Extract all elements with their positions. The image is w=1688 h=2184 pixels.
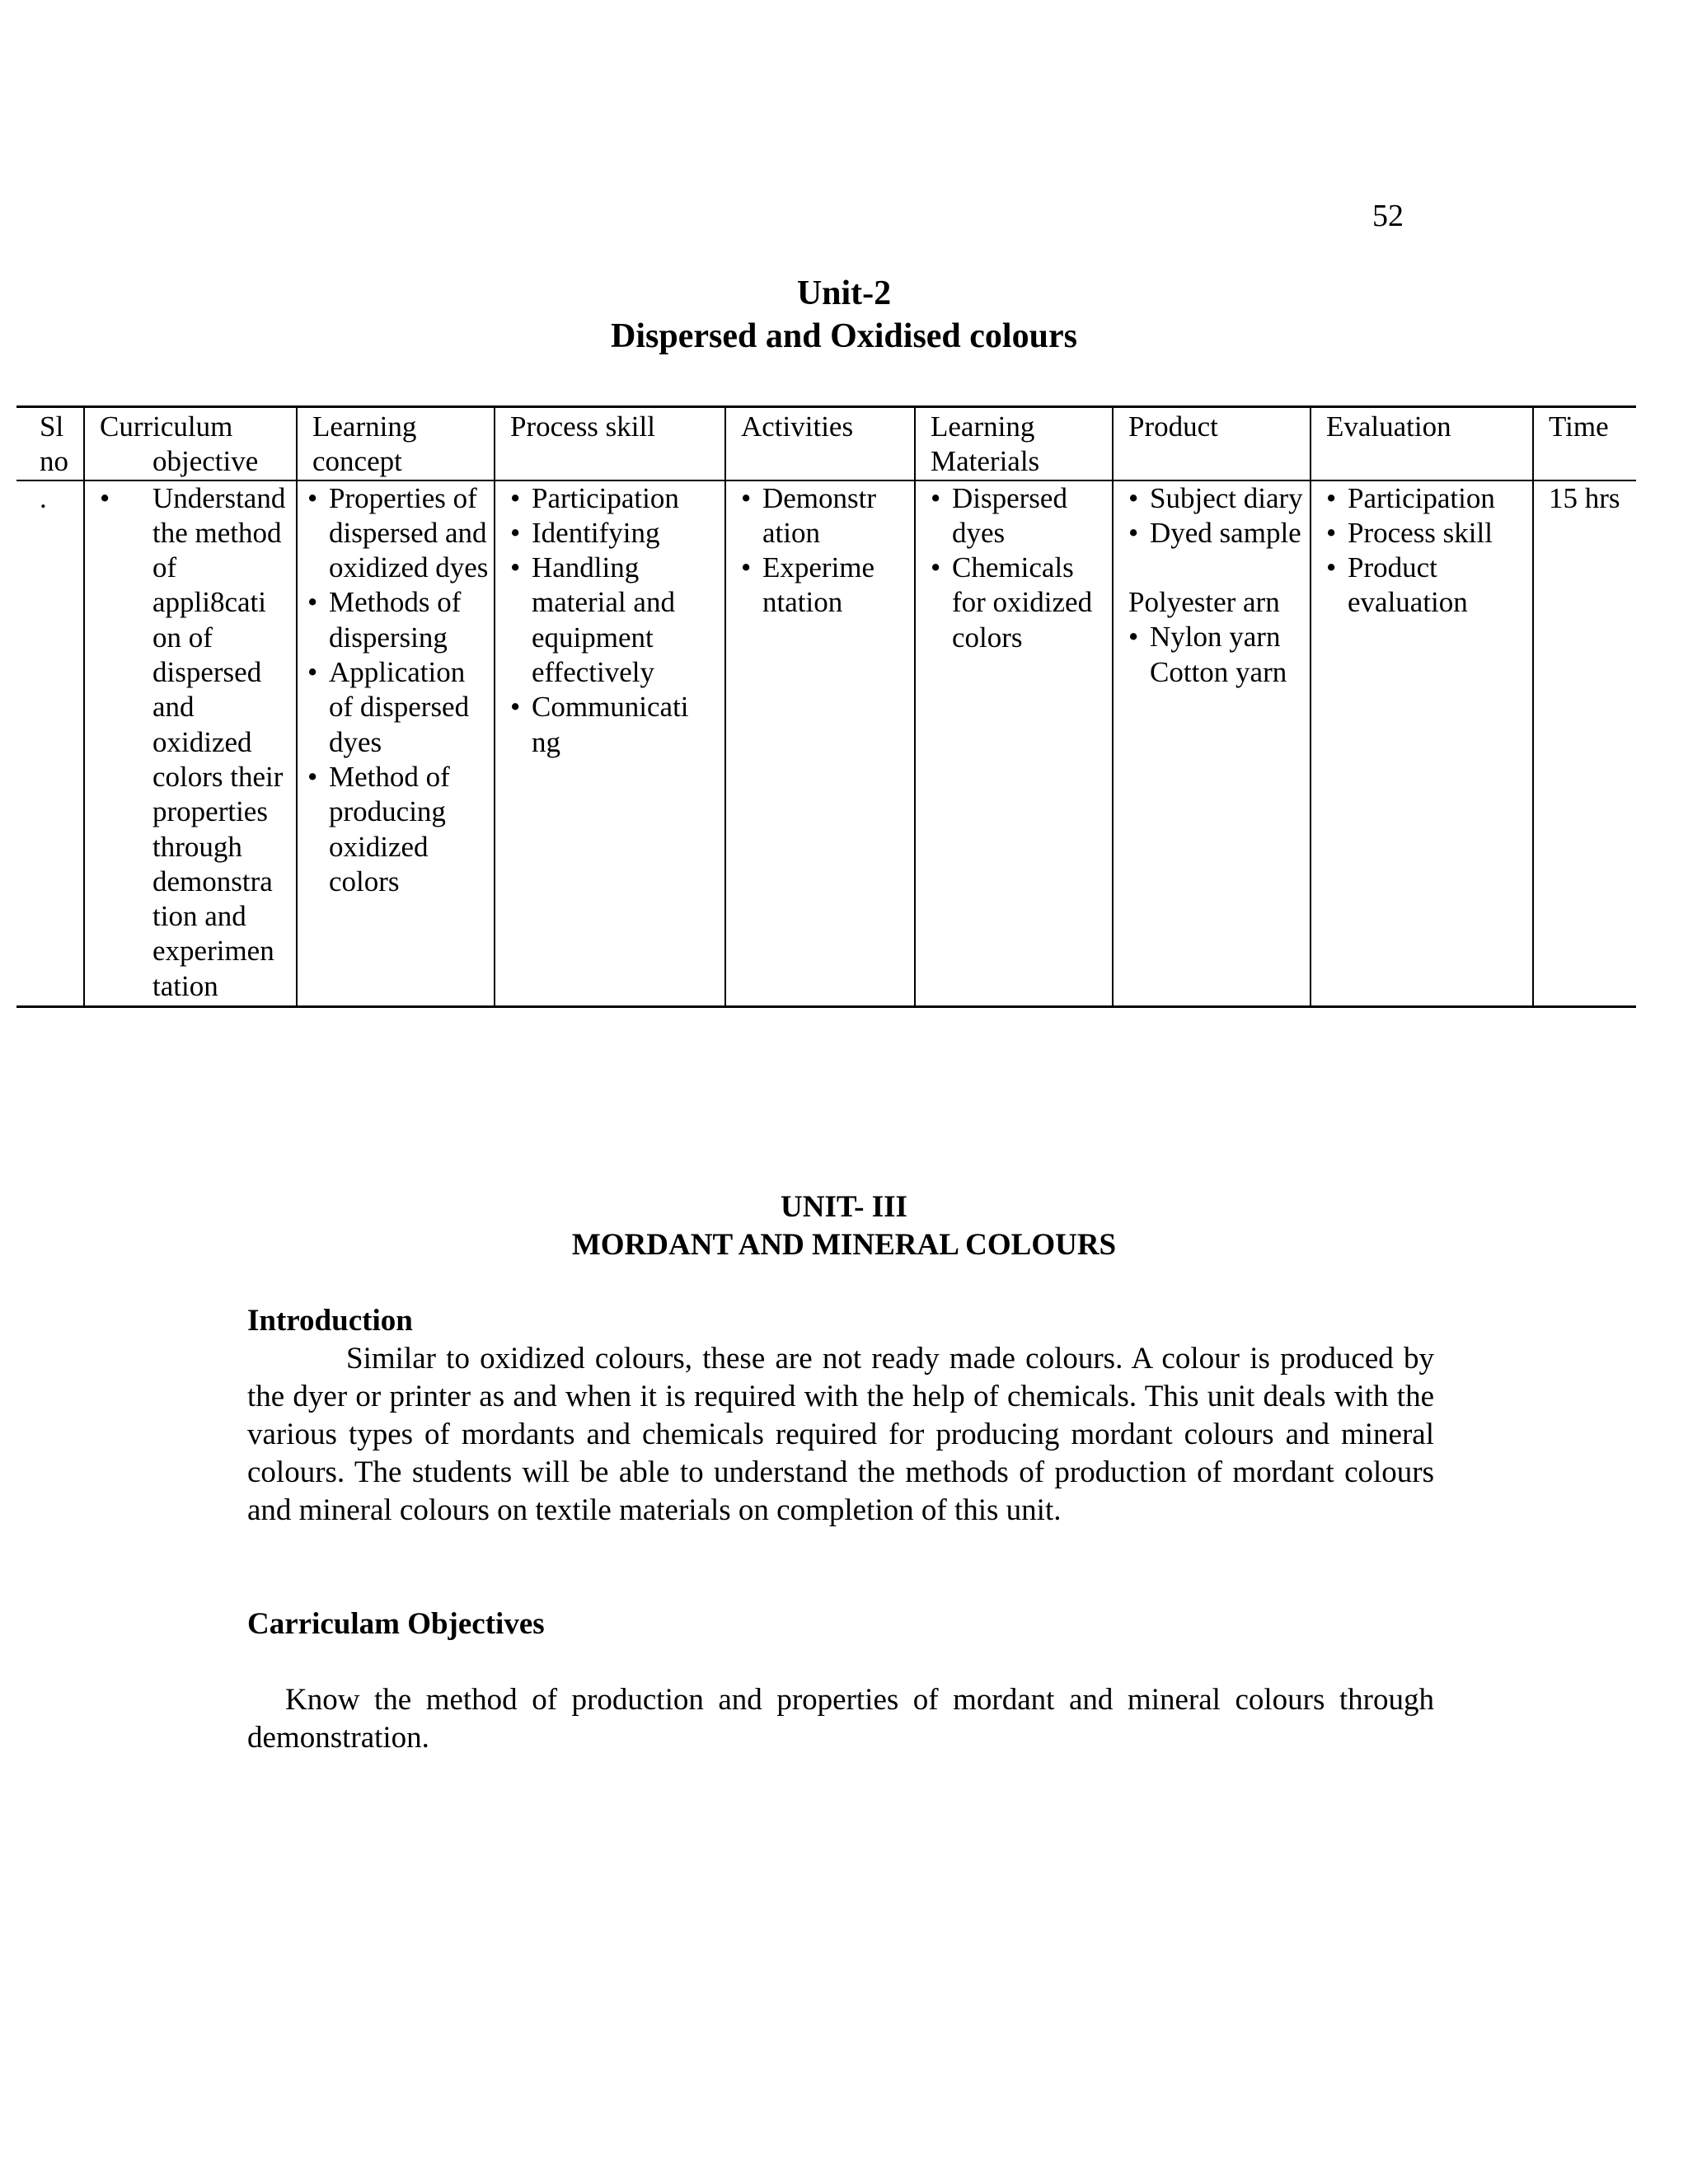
unit-subtitle: Dispersed and Oxidised colours	[611, 317, 1077, 355]
header-process-skill: Process skill	[495, 407, 725, 480]
list-item: • Experime ntation	[741, 551, 914, 621]
cell-slno: .	[16, 480, 84, 1007]
table-row	[16, 480, 1636, 1007]
cell-process-skills	[495, 480, 725, 1007]
cell-time: 15 hrs	[1533, 480, 1636, 1007]
objectives-paragraph: Know the method of production and properties of mordant and mineral colours through demonstration.	[247, 1683, 1434, 1755]
unit3-title: UNIT- III	[781, 1190, 907, 1224]
cell-materials	[915, 480, 1113, 1007]
product-plain-text: Polyester arn	[1128, 586, 1280, 619]
list-item: • Dispersed dyes	[931, 481, 1112, 551]
introduction-heading: Introduction	[247, 1304, 413, 1338]
introduction-paragraph: Similar to oxidized colours, these are not ready made colours. A colour is produced by the dyer or printer as and when it is required with the help of chemicals. This unit deals with the various types of mordants and chemicals required for producing mordant colours and mineral colours. The students will be able to understand the methods of production of mordant colours and mineral colours on textile materials on completion of this unit.	[247, 1342, 1434, 1527]
list-item: • Participation	[510, 481, 724, 516]
cell-activities	[725, 480, 915, 1007]
list-item: • Methods of dispersing	[307, 585, 494, 655]
list-item: • Chemicals for oxidized colors	[931, 551, 1112, 655]
list-item: • Understand the method of appli8cati on of dispersed and oxidized colors their properties through demonstra tion and experimen tation	[100, 481, 296, 1004]
header-time: Time	[1533, 407, 1636, 480]
list-item: • Handling material and equipment effectively	[510, 551, 724, 690]
syllabus-table	[16, 405, 1636, 1008]
list-item: • Process skill	[1326, 516, 1532, 551]
list-item: • Demonstr ation	[741, 481, 914, 551]
list-item: • Application of dispersed dyes	[307, 655, 494, 760]
list-item: • Participation	[1326, 481, 1532, 516]
cell-evaluation	[1311, 480, 1533, 1007]
objectives-heading: Carriculam Objectives	[247, 1607, 545, 1641]
table-header-row	[16, 407, 1636, 480]
cell-objective	[84, 480, 297, 1007]
header-evaluation: Evaluation	[1311, 407, 1533, 480]
header-product: Product	[1113, 407, 1311, 480]
header-learning-concept: Learning concept	[297, 407, 495, 480]
unit3-subtitle: MORDANT AND MINERAL COLOURS	[571, 1228, 1117, 1262]
header-curriculum-objective: Curriculum objective	[84, 407, 297, 480]
cell-products	[1113, 480, 1311, 1007]
header-learning-materials: Learning Materials	[915, 407, 1113, 480]
list-item: • Properties of dispersed and oxidized dyes	[307, 481, 494, 586]
list-item: • Method of producing oxidized colors	[307, 760, 494, 899]
list-item: • Dyed sample	[1128, 516, 1310, 551]
unit-title: Unit-2	[796, 274, 892, 312]
page-number: 52	[1372, 199, 1404, 233]
list-item: • Communicati ng	[510, 690, 724, 760]
list-item: • Identifying	[510, 516, 724, 551]
list-item: • Subject diary	[1128, 481, 1310, 516]
header-activities: Activities	[725, 407, 915, 480]
header-slno: Sl no	[16, 407, 84, 480]
list-item: • Nylon yarn Cotton yarn	[1128, 620, 1310, 690]
list-item: • Product evaluation	[1326, 551, 1532, 621]
cell-concepts	[297, 480, 495, 1007]
